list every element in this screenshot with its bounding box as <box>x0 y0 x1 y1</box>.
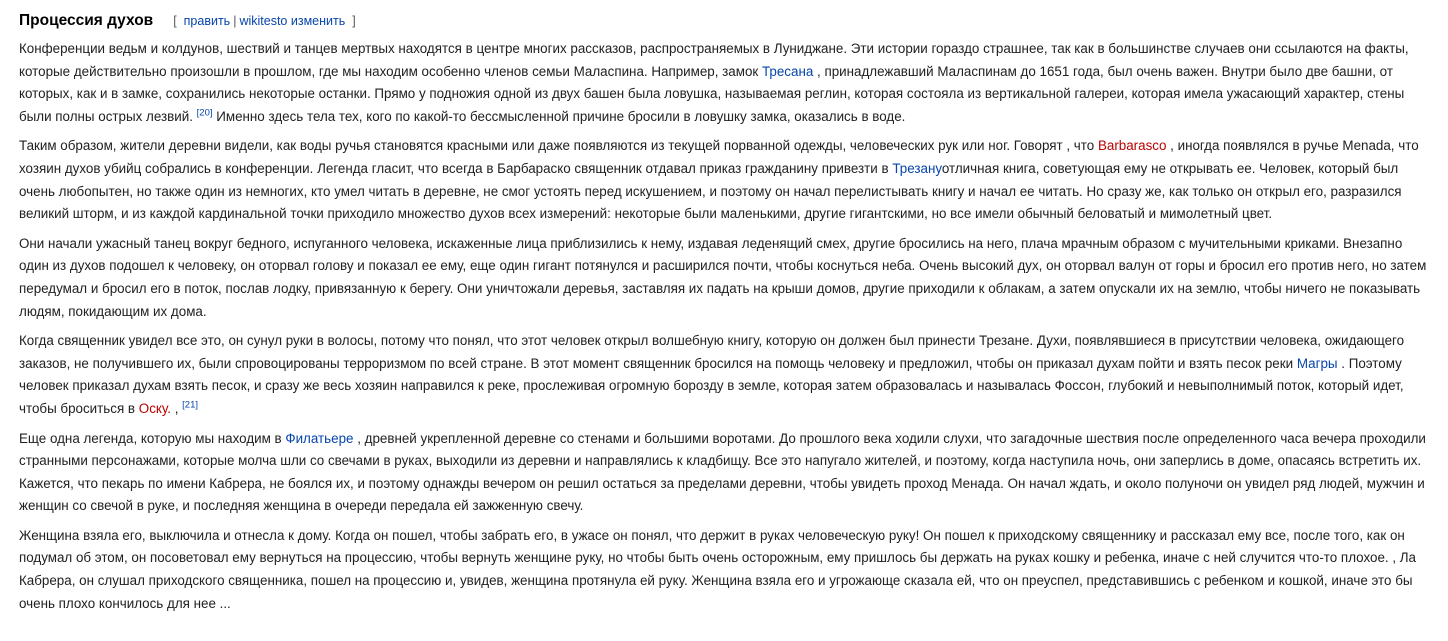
section-title: Процессия духов <box>19 12 154 29</box>
reference-21[interactable] <box>182 399 198 410</box>
paragraph-text: отличная книга, советующая ему не открывать ее. Человек, который был очень любопытен, но также один из немногих, кто умел читать в деревне, не смог устоять перед искушением, и поэтому он начал перелистывать книгу и начал ее читать. Но сразу же, как только он открыл его, разразился великий шторм, и из каждой кардинальной точки приходило множество духов всех измерений: некоторые были маленькими, другие гигантскими, но все имели обычный беловатый и мимолетный цвет. <box>19 160 1402 222</box>
paragraph-text: Когда священник увидел все это, он сунул руки в волосы, потому что понял, что этот человек открыл волшебную книгу, которую он должен был принести Трезане. Духи, появлявшиеся в присутствии человека, ожидающего заказов, не получившего их, были спровоцированы терроризмом по всей стране. В этот момент священник бросился на помощь человеку и предложил, чтобы он приказал духам пойти и взять песок реки <box>19 333 1405 371</box>
paragraph-text: , <box>170 400 183 416</box>
link-trezanu[interactable]: Трезану <box>892 160 942 176</box>
section-heading-row <box>19 12 1434 30</box>
link-filattiera[interactable]: Филатьере <box>285 430 354 446</box>
paragraph-text: Женщина взяла его, выключила и отнесла к дому. Когда он пошел, чтобы забрать его, в ужасе он понял, что держит в руках человеческую руку! Он пошел к приходскому священнику и рассказал ему все, после того, как он подумал об этом, он посоветовал ему вернуться на процессию, чтобы вернуть женщине руку, но чтобы быть очень осторожным, ему пришлось бы держать на руках кошку и ребенка, иначе с ней случится что-то плохое. , Ла Кабрера, он слушал приходского священника, пошел на процессию и, увидев, женщина протянула ей руку. Женщина взяла его и угрожающе сказала ей, что он преуспел, представившись с ребенком и кошкой, иначе это бы очень плохо кончилось для нее ... <box>19 527 1417 611</box>
reference-20[interactable] <box>197 107 213 118</box>
paragraph-text: Конференции ведьм и колдунов, шествий и танцев мертвых находятся в центре многих рассказов, распространяемых в Луниджане. Эти истории гораздо страшнее, так как в большинстве случаев они ссылаются на факты, которые действительно произошли в прошлом, где мы находим особенно членов семьи Маласпина. Например, замок <box>19 41 1409 79</box>
link-magra[interactable]: Магры <box>1296 355 1338 371</box>
paragraph-4 <box>19 330 1434 420</box>
paragraph-text: , принадлежавший Маласпинам до 1651 года, был очень важен. Внутри было две башни, от которых, как и в замке, сохранились некоторые останки. Прямо у подножия одной из двух башен была ловушка, называемая реглин, которая состояла из вертикальной галереи, которая имела ужасающий характер, стены были полны острых лезвий. <box>19 63 1405 124</box>
paragraph-text: , иногда появлялся в ручье Menada, что хозяин духов убийц собрались в конференции. Легенда гласит, что всегда в Барбараско священник отдавал приказ гражданину привезти в <box>19 138 1419 176</box>
paragraph-6 <box>19 525 1434 615</box>
paragraph-5 <box>19 428 1434 518</box>
edit-link[interactable]: править <box>183 14 231 28</box>
paragraph-1 <box>19 38 1434 128</box>
edit-source-link[interactable]: wikitesto изменить <box>239 14 346 28</box>
paragraph-text: , древней укрепленной деревне со стенами и большими воротами. До прошлого века ходили слухи, что загадочные шествия после определенного часа вечера проходили странными персонажами, которые молча шли со свечами в руках, выходили из деревни и направлялись к кладбищу. Все это напугало жителей, и поэтому, когда наступила ночь, они заперлись в доме, опасаясь встретить их. Кажется, что пекарь по имени Кабрера, не боялся их, и поэтому однажды вечером он решил остаться за пределами деревни, чтобы увидеть проход Менада. Он начал ждать, и около полуночи он увидел ряд людей, мужчин и женщин со свечой в руке, и последняя женщина в очереди передала ей зажженную свечу. <box>19 430 1426 514</box>
paragraph-text: Еще одна легенда, которую мы находим в <box>19 430 286 446</box>
edit-bracket-open: [ <box>173 14 177 28</box>
paragraph-2 <box>19 135 1434 225</box>
edit-bracket-close: ] <box>352 14 356 28</box>
link-osku[interactable]: Оску. <box>138 400 171 416</box>
edit-section-links <box>173 14 355 28</box>
reference-link[interactable]: [20] <box>196 107 213 119</box>
paragraph-3 <box>19 233 1434 323</box>
paragraph-text: . Поэтому человек приказал духам взять песок, и сразу же весь хозяин направился к реке, прослеживая огромную борозду в земле, которая затем образовалась и называлась Фоссон, глубокий и невыполнимый поток, который идет, чтобы броситься в <box>19 355 1404 416</box>
paragraph-text: Они начали ужасный танец вокруг бедного, испуганного человека, искаженные лица приблизились к нему, издавая леденящий смех, другие бросились на него, плача мрачным образом с мучительными криками. Внезапно один из духов подошел к человеку, он оторвал голову и показал ее ему, еще один гигант потянулся и расширился почти, чтобы коснуться неба. Очень высокий дух, он оторвал валун от горы и бросил его против него, но затем передумал и бросил его в поток, послав лодку, привязанную к берегу. Они уничтожали деревья, заставляя их падать на крыши домов, другие приходили к облакам, а затем опускали их на землю, чтобы ничего не показывать людям, покидающим их дома. <box>19 235 1427 319</box>
link-tresana[interactable]: Тресана <box>761 63 814 79</box>
paragraph-text: Именно здесь тела тех, кого по какой-то бессмысленной причине бросили в ловушку замка, оказались в воде. <box>212 108 906 124</box>
link-barbarasco[interactable]: Barbarasco <box>1097 138 1167 154</box>
paragraph-text: Таким образом, жители деревни видели, как воды ручья становятся красными или даже появляются из текущей порванной одежды, человеческих рук или ног. Говорят , что <box>19 138 1098 154</box>
edit-separator: | <box>233 14 237 28</box>
reference-link[interactable]: [21] <box>182 399 199 411</box>
